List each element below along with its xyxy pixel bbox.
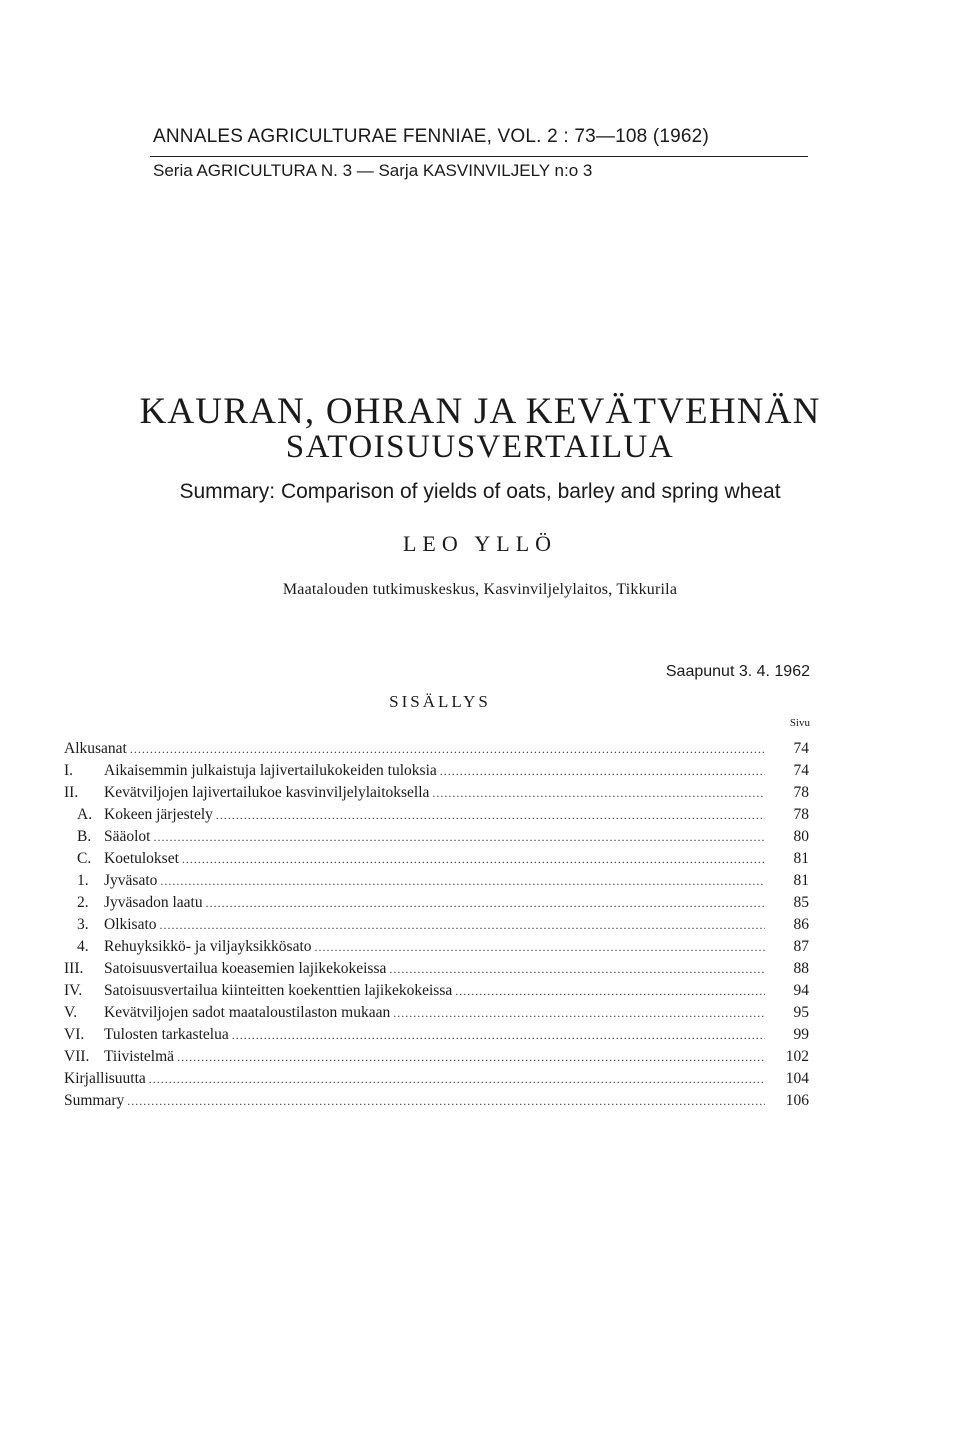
contents-heading: SISÄLLYS [389,692,491,711]
toc-entry-number: 3. [77,916,89,933]
summary-subtitle: Summary: Comparison of yields of oats, barley and spring wheat [179,480,781,503]
toc-entry-page: 94 [793,982,809,999]
toc-dot-leader [130,738,765,760]
toc-entry-label: Rehuyksikkö- ja viljayksikkösato [104,938,312,955]
toc-entry-label: Jyväsadon laatu [104,894,203,911]
toc-entry-section-i [64,760,809,782]
toc-entry-label: Olkisato [104,916,157,933]
toc-dot-leader [440,760,765,782]
toc-entry-label: Satoisuusvertailua kiinteitten koekenttien lajikekokeissa [104,982,453,999]
toc-dot-leader [182,848,765,870]
toc-entry-page: 85 [793,894,809,911]
toc-entry-label: Kirjallisuutta [64,1070,146,1087]
toc-entry-number: II. [64,784,79,801]
toc-entry-number: IV. [64,982,83,999]
toc-entry-page: 74 [793,740,809,757]
toc-entry-label: Kokeen järjestely [104,806,213,823]
toc-dot-leader [432,782,765,804]
toc-entry-page: 99 [793,1026,809,1043]
journal-citation: ANNALES AGRICULTURAE FENNIAE, VOL. 2 : 73—108 (1962) [153,126,709,147]
page-column-label: Sivu [789,717,810,729]
toc-entry-number: A. [77,806,93,823]
toc-entry-item-2 [64,892,809,914]
toc-dot-leader [216,804,765,826]
title-line-2: SATOISUUSVERTAILUA [285,429,675,465]
toc-entry-number: V. [64,1004,78,1021]
toc-entry-item-3 [64,914,809,936]
toc-dot-leader [127,1090,765,1112]
toc-dot-leader [232,1024,765,1046]
toc-entry-kirjallisuutta [64,1068,809,1090]
toc-entry-page: 104 [785,1070,809,1087]
toc-entry-subsection-a [64,804,809,826]
toc-entry-page: 86 [793,916,809,933]
table-of-contents [64,738,809,1112]
author-name: LEO YLLÖ [402,531,558,556]
toc-entry-alkusanat [64,738,809,760]
toc-entry-number: 4. [77,938,89,955]
toc-entry-number: 1. [77,872,89,889]
toc-entry-item-4 [64,936,809,958]
toc-entry-number: C. [77,850,92,867]
title-line-1: KAURAN, OHRAN JA KEVÄTVEHNÄN [139,391,821,432]
toc-entry-section-vi [64,1024,809,1046]
toc-dot-leader [160,870,765,892]
received-date: Saapunut 3. 4. 1962 [665,663,810,680]
toc-entry-label: Alkusanat [64,740,127,757]
toc-entry-number: B. [77,828,92,845]
toc-entry-page: 106 [785,1092,809,1109]
toc-entry-item-1 [64,870,809,892]
header-rule [150,156,808,157]
toc-entry-page: 87 [793,938,809,955]
toc-entry-number: I. [64,762,74,779]
toc-entry-page: 95 [793,1004,809,1021]
toc-dot-leader [393,1002,765,1024]
toc-entry-subsection-c [64,848,809,870]
toc-entry-label: Satoisuusvertailua koeasemien lajikekokeissa [104,960,387,977]
toc-dot-leader [315,936,765,958]
toc-entry-number: 2. [77,894,89,911]
toc-entry-label: Tulosten tarkastelua [104,1026,229,1043]
toc-dot-leader [160,914,765,936]
toc-dot-leader [455,980,765,1002]
toc-entry-page: 78 [793,784,809,801]
toc-entry-number: VI. [64,1026,85,1043]
toc-entry-section-ii [64,782,809,804]
toc-entry-label: Tiivistelmä [104,1048,175,1065]
toc-dot-leader [177,1046,765,1068]
toc-entry-page: 81 [793,872,809,889]
toc-entry-label: Jyväsato [104,872,158,889]
series-line: Seria AGRICULTURA N. 3 — Sarja KASVINVILJELY n:o 3 [153,161,593,180]
toc-dot-leader [149,1068,765,1090]
toc-entry-section-vii [64,1046,809,1068]
toc-entry-number: III. [64,960,84,977]
toc-entry-label: Kevätviljojen sadot maataloustilaston mukaan [104,1004,391,1021]
toc-entry-subsection-b [64,826,809,848]
toc-entry-page: 80 [793,828,809,845]
toc-entry-page: 88 [793,960,809,977]
toc-entry-page: 78 [793,806,809,823]
toc-entry-label: Sääolot [104,828,151,845]
toc-entry-summary [64,1090,809,1112]
toc-entry-page: 74 [793,762,809,779]
toc-entry-page: 102 [785,1048,809,1065]
toc-dot-leader [389,958,765,980]
toc-dot-leader [206,892,765,914]
toc-entry-section-v [64,1002,809,1024]
author-affiliation: Maatalouden tutkimuskeskus, Kasvinviljelylaitos, Tikkurila [282,581,678,598]
toc-entry-label: Koetulokset [104,850,179,867]
toc-entry-number: VII. [64,1048,90,1065]
toc-entry-label: Summary [64,1092,125,1109]
toc-entry-label: Kevätviljojen lajivertailukoe kasvinviljelylaitoksella [104,784,430,801]
toc-entry-section-iv [64,980,809,1002]
toc-entry-label: Aikaisemmin julkaistuja lajivertailukokeiden tuloksia [104,762,437,779]
toc-entry-section-iii [64,958,809,980]
toc-dot-leader [154,826,766,848]
toc-entry-page: 81 [793,850,809,867]
